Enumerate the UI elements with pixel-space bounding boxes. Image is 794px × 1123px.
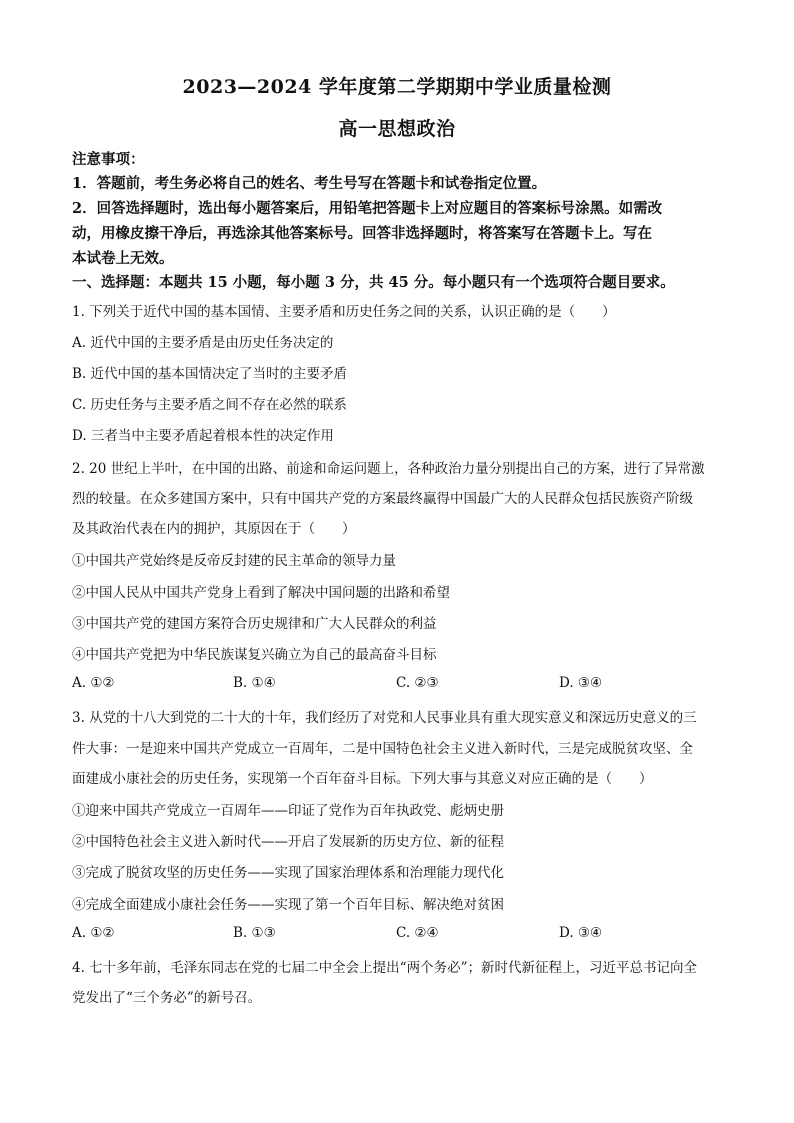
q3-stem-line-2: 件大事：一是迎来中国共产党成立一百周年，二是中国特色社会主义进入新时代，三是完成脱贫攻坚、全 <box>72 741 693 757</box>
q2-option-d: D. ③④ <box>559 675 603 691</box>
q1-option-d: D. 三者当中主要矛盾起着根本性的决定作用 <box>72 428 334 444</box>
exam-subject: 高一思想政治 <box>338 118 456 140</box>
q3-statement-2: ②中国特色社会主义进入新时代——开启了发展新的历史方位、新的征程 <box>72 834 504 850</box>
q2-statement-4: ④中国共产党把为中华民族谋复兴确立为自己的最高奋斗目标 <box>72 647 437 663</box>
q2-stem-line-3: 及其政治代表在内的拥护，其原因在于（ ） <box>72 521 356 537</box>
section-1-heading: 一、选择题：本题共 15 小题，每小题 3 分，共 45 分。每小题只有一个选项符合题目要求。 <box>72 274 675 291</box>
q4-stem-line-2: 党发出了“三个务必”的新号召。 <box>72 990 262 1006</box>
q1-option-b: B. 近代中国的基本国情决定了当时的主要矛盾 <box>72 366 348 382</box>
notice-item-1: 1．答题前，考生务必将自己的姓名、考生号写在答题卡和试卷指定位置。 <box>72 175 547 192</box>
q3-statement-1: ①迎来中国共产党成立一百周年——印证了党作为百年执政党、彪炳史册 <box>72 803 504 819</box>
notice-heading: 注意事项： <box>72 151 145 168</box>
q3-option-a: A. ①② <box>72 925 115 941</box>
q3-option-b: B. ①③ <box>233 925 276 941</box>
q2-option-c: C. ②③ <box>396 675 439 691</box>
q3-stem-line-3: 面建成小康社会的历史任务，实现第一个百年奋斗目标。下列大事与其意义对应正确的是（ ） <box>72 771 653 787</box>
q4-stem-line-1: 4. 七十多年前，毛泽东同志在党的七届二中全会上提出“两个务必”；新时代新征程上，习近平总书记向全 <box>72 960 697 976</box>
q2-statement-1: ①中国共产党始终是反帝反封建的民主革命的领导力量 <box>72 553 396 569</box>
notice-item-2-line-2: 动，用橡皮擦干净后，再选涂其他答案标号。回答非选择题时，将答案写在答题卡上。写在 <box>72 225 652 242</box>
q2-statement-3: ③中国共产党的建国方案符合历史规律和广大人民群众的利益 <box>72 616 437 632</box>
notice-item-2-line-3: 本试卷上无效。 <box>72 250 174 267</box>
q3-option-d: D. ③④ <box>559 925 603 941</box>
q1-option-c: C. 历史任务与主要矛盾之间不存在必然的联系 <box>72 397 347 413</box>
q2-option-a: A. ①② <box>72 675 115 691</box>
q3-stem-line-1: 3. 从党的十八大到党的二十大的十年，我们经历了对党和人民事业具有重大现实意义和深远历史意义的三 <box>72 710 697 726</box>
q2-stem-line-1: 2. 20 世纪上半叶，在中国的出路、前途和命运问题上，各种政治力量分别提出自己的方案，进行了异常激 <box>72 461 705 477</box>
q3-statement-4: ④完成全面建成小康社会任务——实现了第一个百年目标、解决绝对贫困 <box>72 897 504 913</box>
q2-option-b: B. ①④ <box>233 675 276 691</box>
notice-item-2-line-1: 2．回答选择题时，选出每小题答案后，用铅笔把答题卡上对应题目的答案标号涂黑。如需改 <box>72 200 663 217</box>
q1-stem: 1. 下列关于近代中国的基本国情、主要矛盾和历史任务之间的关系，认识正确的是（ ） <box>72 304 616 320</box>
q3-statement-3: ③完成了脱贫攻坚的历史任务——实现了国家治理体系和治理能力现代化 <box>72 865 504 881</box>
q3-option-c: C. ②④ <box>396 925 439 941</box>
exam-title: 2023—2024 学年度第二学期期中学业质量检测 <box>182 76 612 98</box>
q2-statement-2: ②中国人民从中国共产党身上看到了解决中国问题的出路和希望 <box>72 585 450 601</box>
q1-option-a: A. 近代中国的主要矛盾是由历史任务决定的 <box>72 335 334 351</box>
q2-stem-line-2: 烈的较量。在众多建国方案中，只有中国共产党的方案最终赢得中国最广大的人民群众包括民族资产阶级 <box>72 491 693 507</box>
